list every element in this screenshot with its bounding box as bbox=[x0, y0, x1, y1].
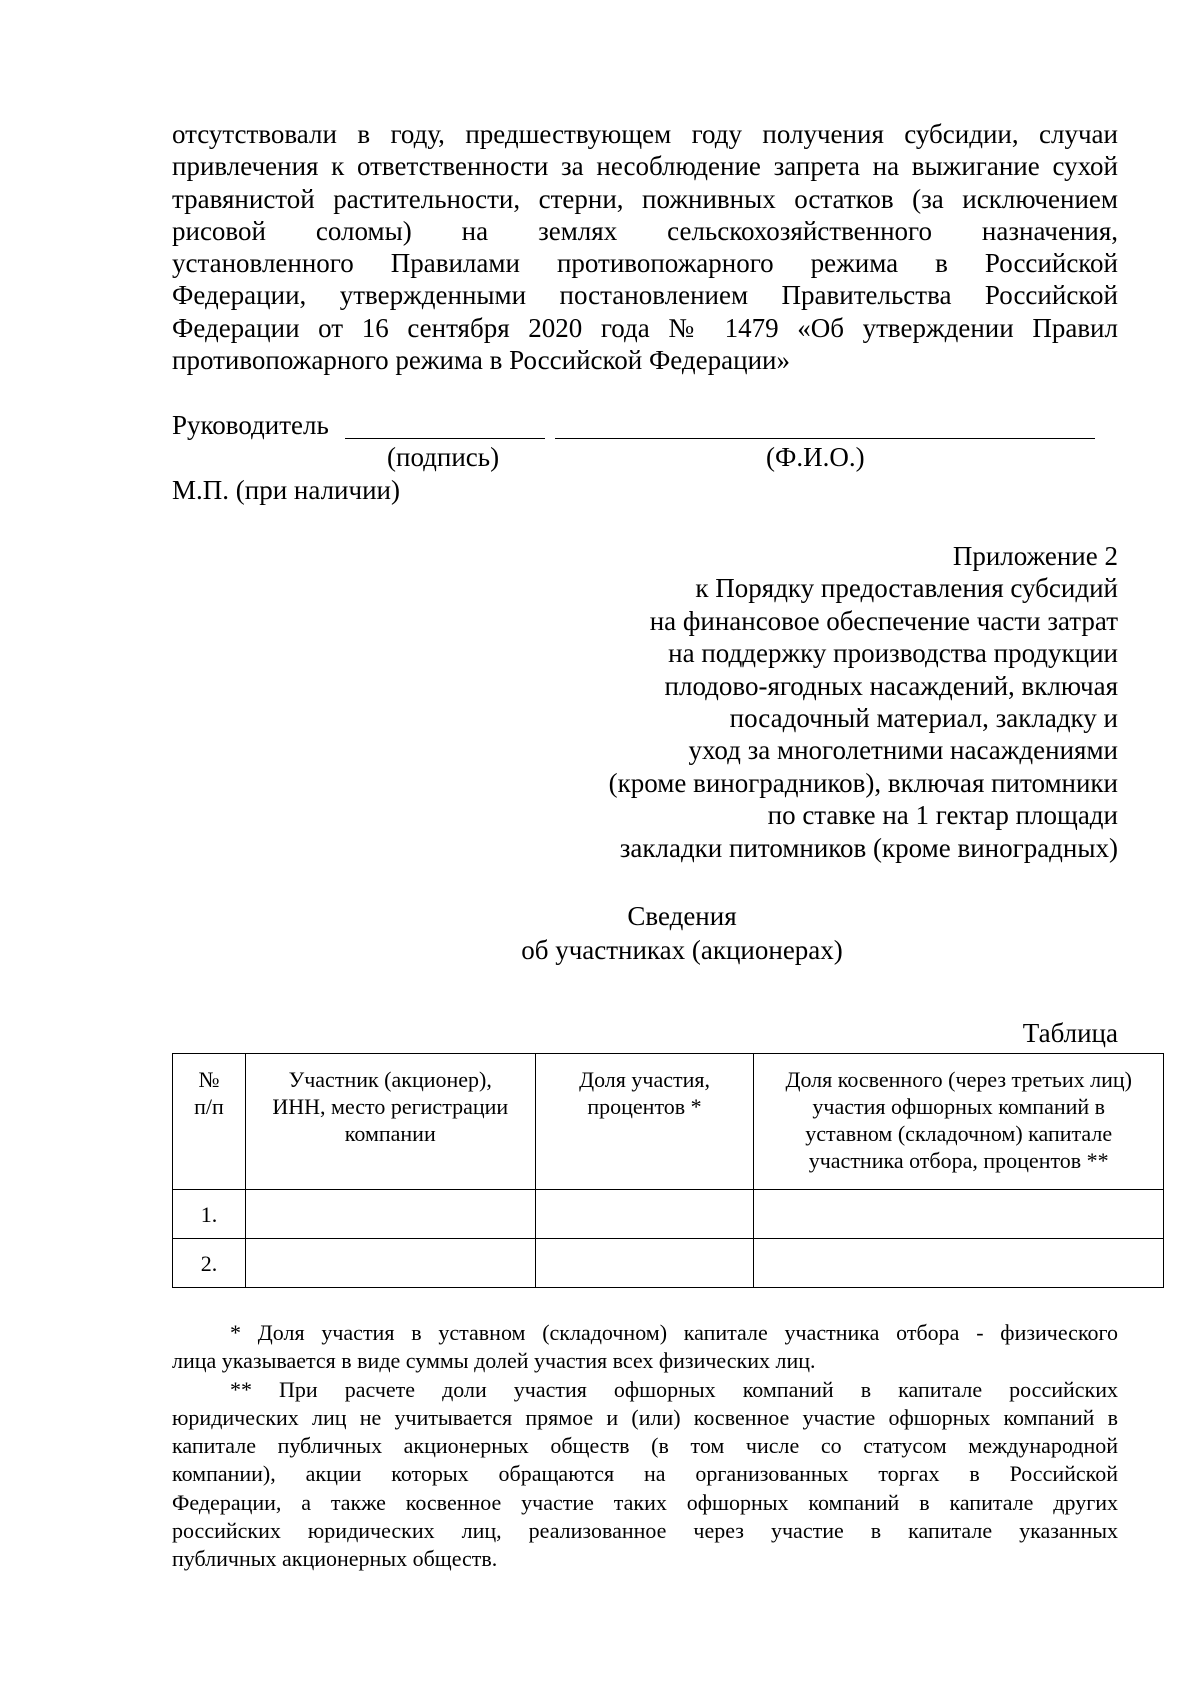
footnote-line: российских юридических лиц, реализованное через участие в капитале указанных bbox=[172, 1518, 1118, 1544]
share-cell bbox=[535, 1190, 754, 1239]
participants-table bbox=[172, 1053, 1164, 1288]
footnote-line: компании), акции которых обращаются на организованных торгах в Российской bbox=[172, 1461, 1118, 1487]
footnote-line: * Доля участия в уставном (складочном) капитале участника отбора - физического bbox=[230, 1320, 1118, 1345]
appendix-header bbox=[418, 540, 1118, 864]
indirect-share-cell bbox=[754, 1239, 1164, 1288]
appendix-line: на финансовое обеспечение части затрат bbox=[649, 605, 1118, 636]
footnote-line: юридических лиц не учитывается прямое и (или) косвенное участие офшорных компаний в bbox=[172, 1404, 1118, 1430]
appendix-line: Приложение 2 bbox=[952, 541, 1118, 571]
stamp-note: М.П. (при наличии) bbox=[172, 475, 400, 505]
footnote-line: лица указывается в виде суммы долей участия всех физических лиц. bbox=[172, 1348, 816, 1374]
footnote-line: ** При расчете доли участия офшорных компаний в капитале российских bbox=[230, 1376, 1118, 1402]
header-text: № п/п bbox=[194, 1067, 224, 1119]
footnote-line: Федерации, а также косвенное участие таких офшорных компаний в капитале других bbox=[172, 1489, 1118, 1515]
footnotes bbox=[172, 1319, 1118, 1574]
table-row bbox=[173, 1239, 1164, 1288]
signature-label: Руководитель bbox=[172, 410, 329, 440]
appendix-line: по ставке на 1 гектар площади bbox=[767, 800, 1118, 831]
table-row bbox=[173, 1190, 1164, 1239]
paragraph-line: привлечения к ответственности за несоблюдение запрета на выжигание сухой bbox=[172, 151, 1118, 182]
footnote-line: публичных акционерных обществ. bbox=[172, 1546, 498, 1572]
participant-cell bbox=[245, 1190, 535, 1239]
subtitle-line: об участниках (акционерах) bbox=[521, 935, 843, 965]
paragraph-line: установленного Правилами противопожарного режима в Российской bbox=[172, 248, 1118, 279]
row-number-cell: 2. bbox=[173, 1239, 246, 1288]
header-cell-number bbox=[173, 1054, 246, 1190]
table-header-row bbox=[173, 1054, 1164, 1190]
appendix-line: уход за многолетними насаждениями bbox=[688, 735, 1118, 766]
paragraph-line: Федерации, утвержденными постановлением Правительства Российской bbox=[172, 280, 1118, 311]
appendix-line: к Порядку предоставления субсидий bbox=[695, 573, 1118, 604]
header-text: Участник (акционер), ИНН, место регистрации компании bbox=[272, 1067, 509, 1146]
title-line: Сведения bbox=[627, 901, 737, 931]
signature-line bbox=[345, 438, 545, 439]
name-caption: (Ф.И.О.) bbox=[766, 442, 865, 472]
header-text: Доля участия, процентов * bbox=[579, 1067, 710, 1119]
participant-cell bbox=[245, 1239, 535, 1288]
paragraph-line: травянистой растительности, стерни, пожнивных остатков (за исключением bbox=[172, 183, 1118, 214]
indirect-share-cell bbox=[754, 1190, 1164, 1239]
paragraph-line: противопожарного режима в Российской Федерации» bbox=[172, 345, 790, 376]
appendix-line: закладки питомников (кроме виноградных) bbox=[619, 832, 1118, 863]
header-cell-share bbox=[535, 1054, 754, 1190]
appendix-line: (кроме виноградников), включая питомники bbox=[608, 767, 1118, 798]
share-cell bbox=[535, 1239, 754, 1288]
header-cell-indirect-share bbox=[754, 1054, 1164, 1190]
header-text: Доля косвенного (через третьих лиц) участия офшорных компаний в уставном (складочном) капитале участника отбора, процентов ** bbox=[785, 1067, 1132, 1173]
intro-paragraph bbox=[172, 118, 1118, 376]
appendix-line: посадочный материал, закладку и bbox=[729, 703, 1118, 734]
document-title bbox=[372, 899, 992, 967]
appendix-line: плодово-ягодных насаждений, включая bbox=[664, 670, 1118, 701]
paragraph-line: рисовой соломы) на землях сельскохозяйственного назначения, bbox=[172, 215, 1118, 246]
appendix-line: на поддержку производства продукции bbox=[668, 638, 1118, 669]
name-line bbox=[555, 438, 1095, 439]
paragraph-line: отсутствовали в году, предшествующем году получения субсидии, случаи bbox=[172, 119, 1118, 149]
row-number-cell: 1. bbox=[173, 1190, 246, 1239]
paragraph-line: Федерации от 16 сентября 2020 года № 1479 «Об утверждении Правил bbox=[172, 312, 1118, 343]
signature-caption: (подпись) bbox=[387, 442, 500, 472]
table-caption: Таблица bbox=[1022, 1018, 1118, 1048]
header-cell-participant bbox=[245, 1054, 535, 1190]
footnote-line: капитале публичных акционерных обществ (в том числе со статусом международной bbox=[172, 1433, 1118, 1459]
